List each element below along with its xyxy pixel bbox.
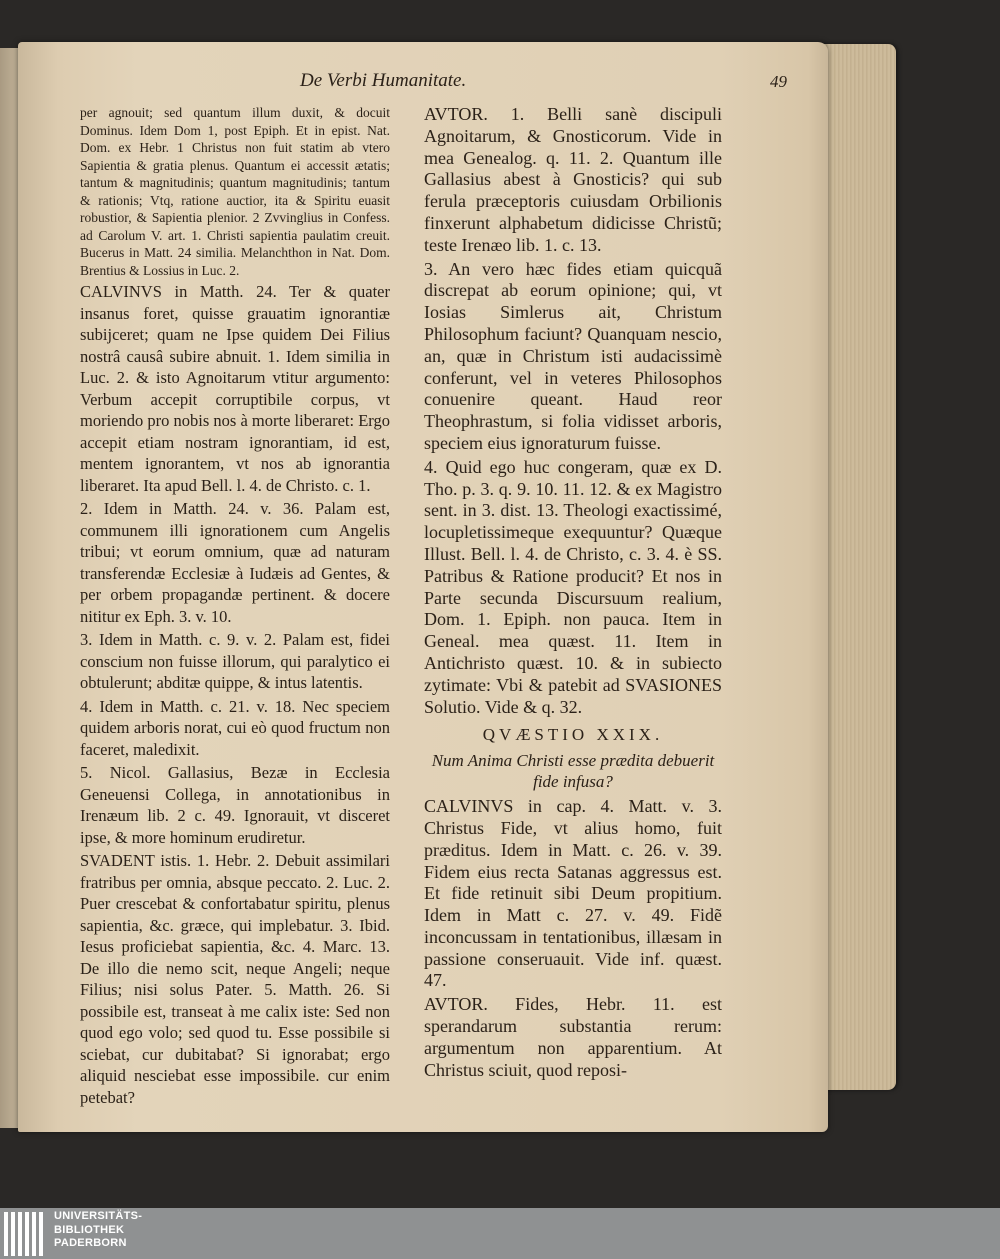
paragraph: 3. An vero hæc fides etiam quicquã discrepat ab eorum opinione; qui, vt Iosias Simlerus ait, Christum Philosophum faciunt? Quanquam nescio, an, quæ in Christum isti audacissimè conferunt, vel in veteres Philosophos conuenire queant. Haud reor Theophrastum, si folia vidisset arboris, speciem eius ignoraturum fuisse. bbox=[424, 258, 722, 453]
paragraph: 5. Nicol. Gallasius, Bezæ in Ecclesia Geneuensi Collega, in annotationibus in Irenæum lib. 2 c. 49. Ignorauit, vt disceret ipse, & more hominum erudiretur. bbox=[80, 763, 390, 847]
left-column bbox=[80, 104, 390, 1110]
library-name bbox=[54, 1210, 142, 1251]
paragraph: per agnouit; sed quantum illum duxit, & docuit Dominus. Idem Dom 1, post Epiph. Et in epist. Nat. Dom. ex Hebr. 1 Christus non fuit statim ab vtero Sapientia & gratia plenus. Quantum ei accessit ætatis; tantum & magnitudinis; quantum magnitudinis; tantum & rationis; Vtq, ratione auctior, ita & Spiritu euasit robustior, & Sapientia plenior. 2 Zvvinglius in Confess. ad Carolum V. art. 1. Christi sapientia paulatim creuit. Bucerus in Matt. 24 similia. Melanchthon in Nat. Dom. Brentius & Lossius in Luc. 2. bbox=[80, 105, 390, 278]
right-column bbox=[424, 104, 722, 1083]
paragraph: SVADENT istis. 1. Hebr. 2. Debuit assimilari fratribus per omnia, absque peccato. 2. Luc. 2. Puer crescebat & confortabatur spiritu, plenus sapientia, &c. græce, qui implebatur. 3. Ibid. Iesus proficiebat sapientia, &c. 4. Marc. 13. De illo die nemo scit, neque Angeli; neque Filius; nisi solus Pater. 5. Matth. 26. Si possibile est, transeat à me calix iste: Sed non quod ego volo; sed quod tu. Esse possibile si sciebat, cur dubitabat? Si ignorabat; ergo aliquid nesciebat esse impossibile. cur enim petebat? bbox=[80, 851, 390, 1107]
library-name-line: BIBLIOTHEK bbox=[54, 1223, 125, 1236]
page-fore-edge bbox=[820, 44, 896, 1090]
running-title: De Verbi Humanitate. bbox=[300, 70, 467, 91]
library-footer bbox=[0, 1208, 1000, 1259]
library-name-line: UNIVERSITÄTS- bbox=[54, 1210, 143, 1222]
library-logo-icon bbox=[4, 1210, 46, 1258]
question-title: QVÆSTIO XXIX. bbox=[482, 725, 664, 745]
paragraph: 4. Idem in Matth. c. 21. v. 18. Nec speciem quidem arboris norat, cui eò quod fructum non faceret, maledixit. bbox=[80, 696, 390, 759]
library-name-line: PADERBORN bbox=[54, 1237, 127, 1249]
page-number: 49 bbox=[770, 72, 787, 91]
paragraph: 3. Idem in Matth. c. 9. v. 2. Palam est, fidei conscium non fuisse illorum, qui paralytico ei obtulerunt; abditæ quippe, & intus latentis. bbox=[80, 630, 390, 692]
paragraph: CALVINVS in cap. 4. Matt. v. 3. Christus Fide, vt alius homo, fuit præditus. Idem in Matt. c. 26. v. 39. Fidem eius recta Satanas aggressus est. Et fide retinuit sibi Deum propitium. Idem in Matt c. 27. v. 49. Fidẽ inconcussam in tentationibus, illæsam in passione conseruauit. Vide inf. quæst. 47. bbox=[424, 796, 722, 991]
paragraph: 4. Quid ego huc congeram, quæ ex D. Tho. p. 3. q. 9. 10. 11. 12. & ex Magistro sent. in 3. dist. 13. Theologi exactissimé, locupletissimeque exequuntur? Quæque Illust. Bell. l. 4. de Christo, c. 3. 4. è SS. Patribus & Ratione producit? Et nos in Parte secunda Discursuum realium, Dom. 1. Epiph. non pauca. Item in Geneal. mea quæst. 11. Item in Antichristo quæst. 10. & in subiecto zytimate: Vbi & patebit ad SVASIONES Solutio. Vide & q. 32. bbox=[424, 456, 722, 717]
paragraph: CALVINVS in Matth. 24. Ter & quater insanus foret, quisse grauatim ignorantiæ subijceret; quam ne Ipse quidem Dei Filius nostrâ causâ subire abnuit. 1. Idem similia in Luc. 2. & isto Agnoitarum vtitur argumento: Verbum accepit corruptibile corpus, vt moriendo pro nobis nos à morte liberaret: Ergo accepit etiam nostram ignorantiam, id est, mentem ignorantem, vt nos ab ignorantia liberaret. Ita apud Bell. l. 4. de Christo. c. 1. bbox=[80, 282, 390, 495]
paragraph: AVTOR. 1. Belli sanè discipuli Agnoitarum, & Gnosticorum. Vide in mea Genealog. q. 11. 2. Quantum ille Gallasius abest à Gnosticis? qui sub ferula præceptoris cuiusdam Orbilionis finxerunt alphabetum didicisse Christũ; teste Irenæo lib. 1. c. 13. bbox=[424, 104, 722, 255]
paragraph: 2. Idem in Matth. 24. v. 36. Palam est, communem illi ignorationem cum Angelis tribui; vt eorum omnium, quæ ad naturam transferendæ Ecclesiæ à Iudæis ad Gentes, & per orbem propagandæ pertinent. & docere nititur ex Eph. 3. v. 10. bbox=[80, 499, 390, 626]
question-subtitle: Num Anima Christi esse prædita debuerit fide infusa? bbox=[431, 751, 715, 792]
paragraph: AVTOR. Fides, Hebr. 11. est sperandarum substantia rerum: argumentum non apparentium. At Christus sciuit, quod reposi- bbox=[424, 994, 722, 1080]
